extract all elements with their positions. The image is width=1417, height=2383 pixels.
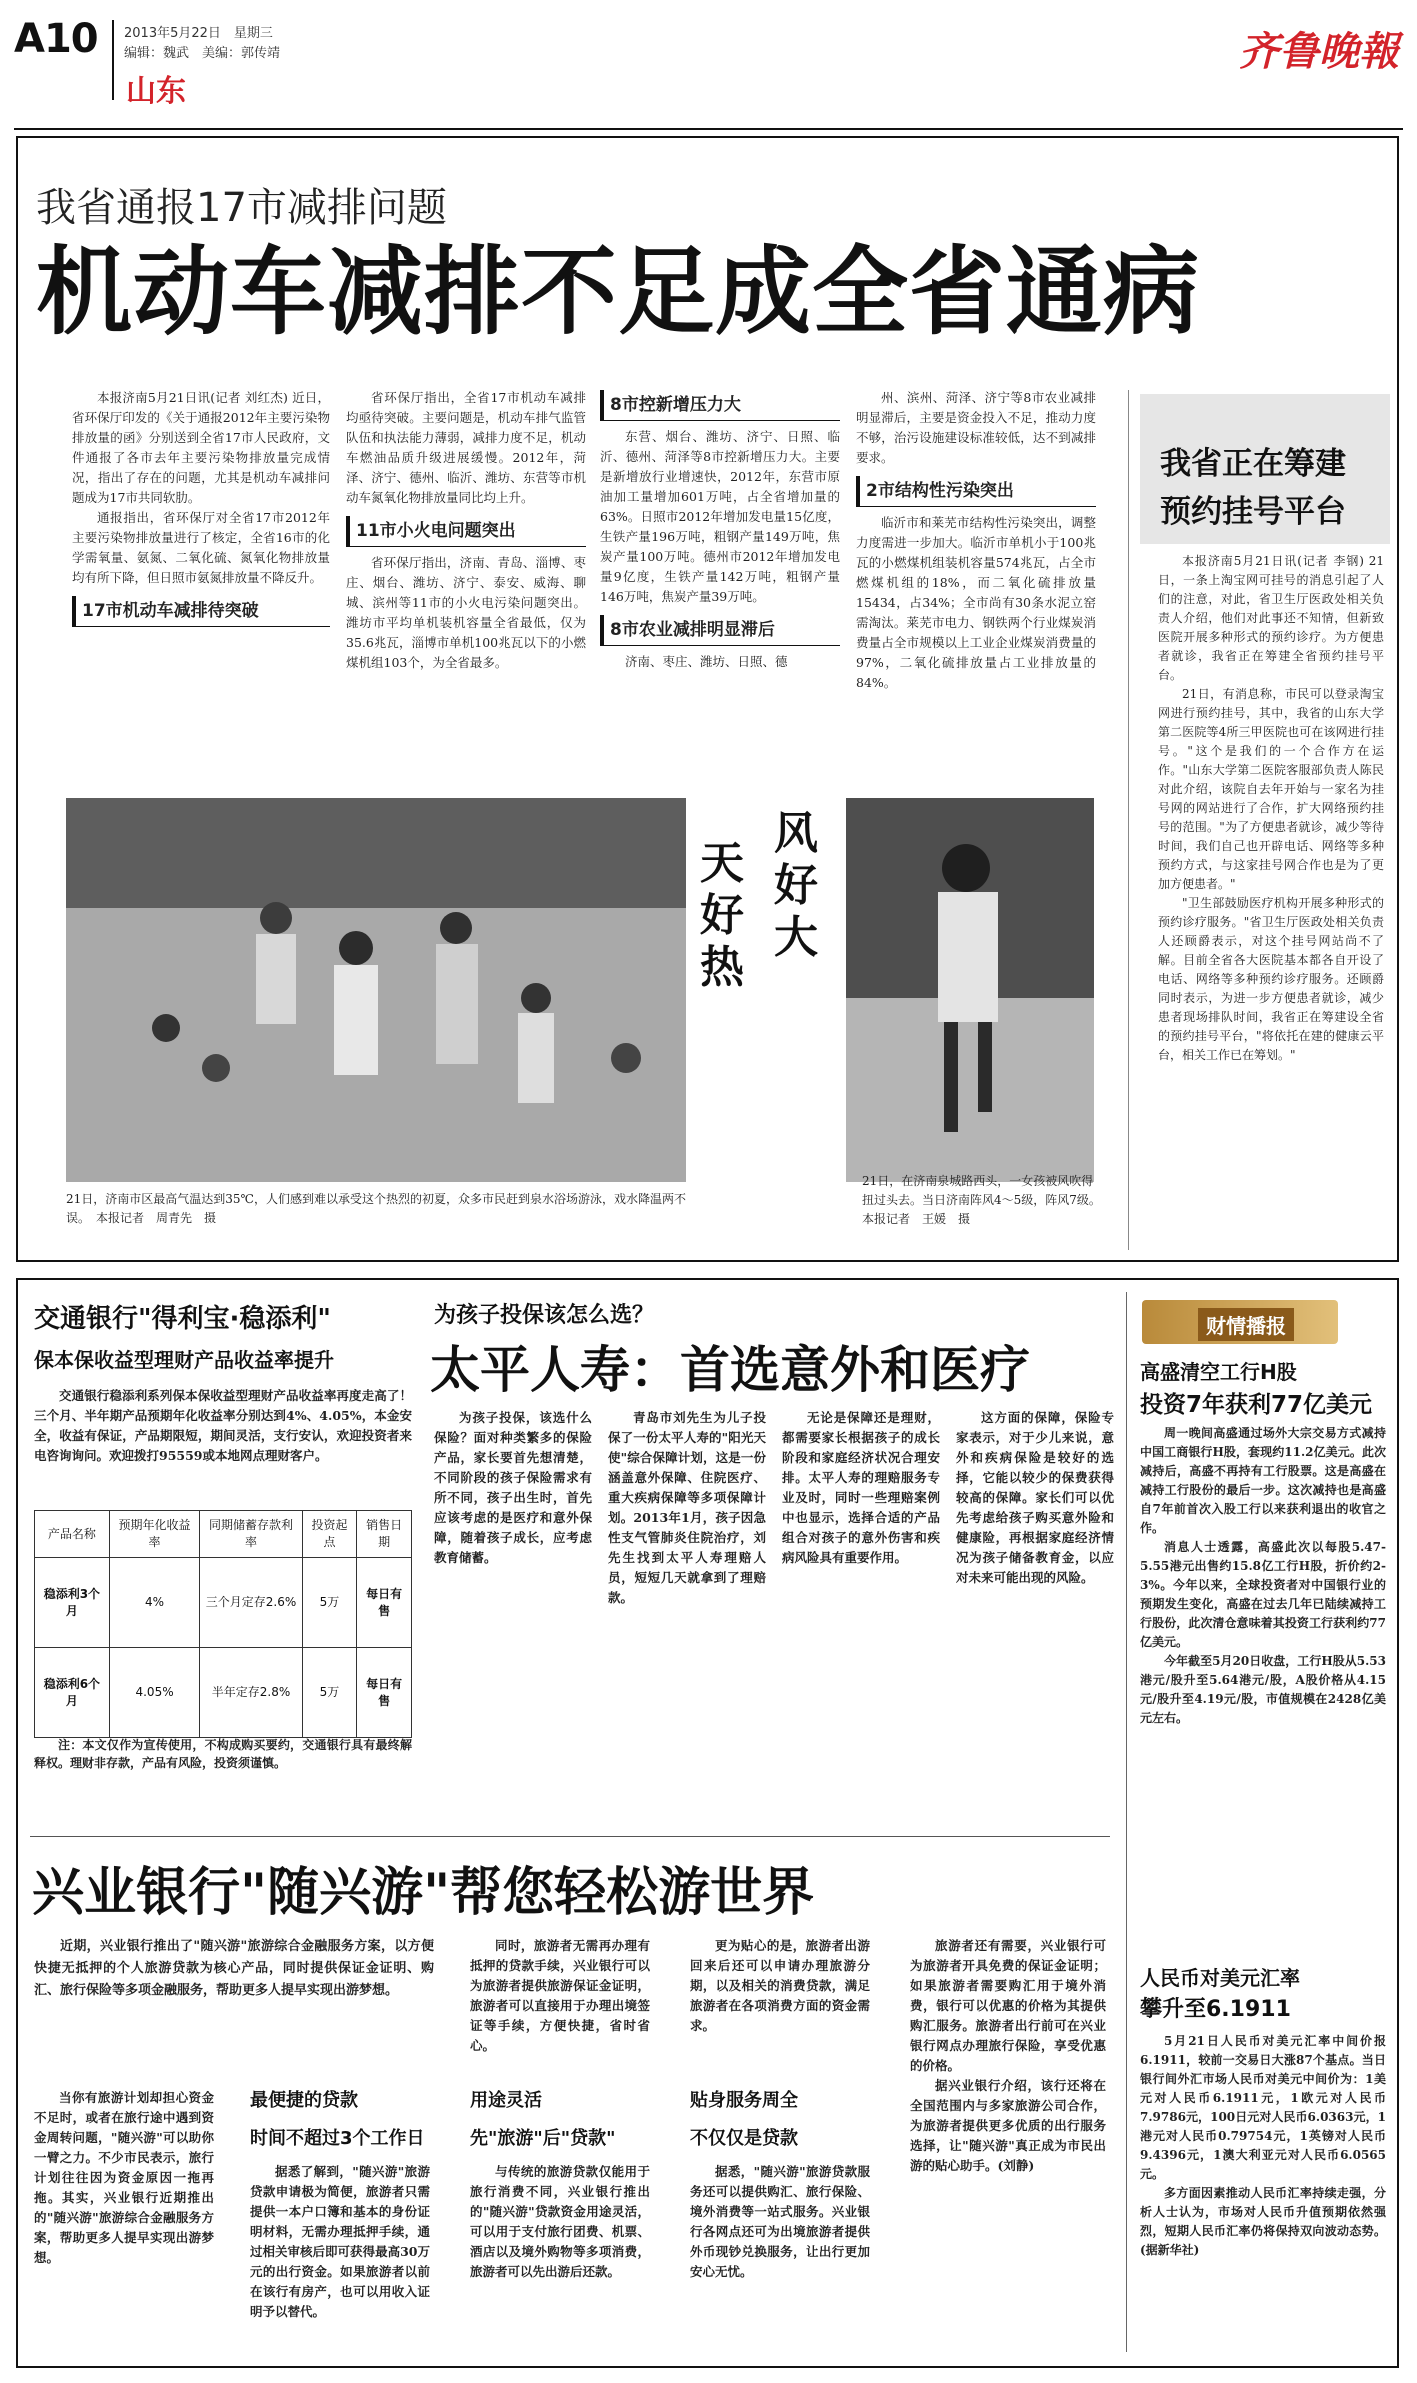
taiping-headline: 太平人寿：首选意外和医疗 (430, 1341, 1030, 1399)
feature-headline: 机动车减排不足成全省通病 (36, 236, 1200, 348)
finance-tag-label: 财情播报 (1198, 1308, 1294, 1341)
swimming-scene-image (66, 798, 686, 1182)
cib-subhead-a2: 时间不超过3个工作日 (250, 2128, 425, 2149)
cib-headline: 兴业银行"随兴游"帮您轻松游世界 (32, 1863, 815, 1923)
finance-heading-4: 攀升至6.1911 (1140, 1997, 1291, 2022)
finance-divider (1126, 1292, 1127, 2352)
finance-paragraph: 周一晚间高盛通过场外大宗交易方式减持中国工商银行H股，套现约11.2亿美元。此次减持后，高盛不再持有工行股票。这是高盛在减持工行股份的最后一步。这次减持也是高盛自7年前首次入股工行以来获利退出的收官之作。 (1140, 1426, 1386, 1535)
bocom-intro (34, 1386, 412, 1466)
finance-paragraph: 今年截至5月20日收盘，工行H股从5.53港元/股升至5.64港元/股，A股价格从4.15元/股升至4.19元/股，市值规模在2428亿美元左右。 (1140, 1654, 1386, 1725)
feature-subhead-growth: 8市控新增压力大 (600, 390, 840, 421)
feature-paragraph: 本报济南5月21日讯(记者 刘红杰) 近日，省环保厅印发的《关于通报2012年主要污染物排放量的函》分别送到全省17市人民政府，文件通报了各市去年主要污染物排放量完成情况，指出了存在的问题，尤其是机动车减排问题成为17市共同软肋。 (72, 390, 330, 505)
sidebar-divider (1128, 390, 1129, 1250)
cib-column-1 (34, 2088, 214, 2268)
table-header-row (35, 1511, 412, 1558)
table-cell: 稳添利3个月 (35, 1558, 110, 1648)
table-cell: 半年定存2.8% (200, 1648, 302, 1738)
taiping-column-2 (608, 1408, 766, 1608)
photo-swimming (66, 798, 686, 1182)
cib-subhead-b1: 用途灵活 (470, 2090, 542, 2111)
table-cell: 每日有售 (357, 1558, 412, 1648)
photo-windy (846, 798, 1094, 1182)
feature-column-3 (600, 388, 840, 672)
feature-paragraph: 济南、枣庄、潍坊、日照、德 (625, 654, 788, 669)
table-header-cell: 销售日期 (357, 1511, 412, 1558)
table-cell: 5万 (302, 1558, 357, 1648)
finance-heading-3: 人民币对美元汇率 (1140, 1966, 1300, 1990)
table-header-cell: 同期储蓄存款利率 (200, 1511, 302, 1558)
cib-subhead-c2: 不仅仅是贷款 (690, 2128, 798, 2149)
bocom-intro-text: 交通银行稳添利系列保本保收益型理财产品收益率再度走高了！三个月、半年期产品预期年化收益率分别达到4%、4.05%，本金安全，收益有保证，产品期限短，期间灵活，支行安认，欢迎投资者来电咨询询问。欢迎拨打95559或本地网点理财客户。 (34, 1388, 412, 1463)
date-line: 2013年5月22日 星期三 (124, 26, 273, 41)
taiping-paragraph: 青岛市刘先生为儿子投保了一份太平人寿的"阳光天使"综合保障计划，这是一份涵盖意外保障、住院医疗、重大疾病保障等多项保障计划。2013年1月，孩子因急性支气管肺炎住院治疗，刘先生找到太平人寿理赔人员，短短几天就拿到了理赔款。 (608, 1410, 766, 1605)
windy-scene-image (846, 798, 1094, 1182)
cib-paragraph: 据兴业银行介绍，该行还将在全国范围内与多家旅游公司合作，为旅游者提供更多优质的出行服务选择，让"随兴游"真正成为市民出游的贴心助手。(刘静) (910, 2078, 1106, 2173)
table-row (35, 1558, 412, 1648)
finance-heading-1: 高盛清空工行H股 (1140, 1360, 1297, 1384)
bocom-product-table (34, 1510, 412, 1738)
sidebar-title-line-2: 预约挂号平台 (1160, 494, 1346, 530)
taiping-paragraph: 这方面的保障，保险专家表示，对于少儿来说，意外和疾病保险是较好的选择，它能以较少的保费获得较高的保障。家长们可以优先考虑给孩子购买意外险和健康险，再根据家庭经济情况为孩子储备教育金，以应对未来可能出现的风险。 (956, 1410, 1114, 1585)
cib-subhead-c1: 贴身服务周全 (690, 2090, 798, 2111)
feature-paragraph: 省环保厅指出，济南、青岛、淄博、枣庄、烟台、潍坊、济宁、泰安、威海、聊城、滨州等11市的小火电污染问题突出。潍坊市平均单机装机容量全省最低，仅为35.6兆瓦，淄博市单机100兆瓦以下的小燃煤机组103个，为全省最多。 (346, 555, 586, 670)
bocom-note-text: 注：本文仅作为宣传使用，不构成购买要约，交通银行具有最终解释权。理财非存款，产品有风险，投资须谨慎。 (34, 1738, 412, 1770)
header-bottom-rule (14, 128, 1403, 130)
photo-title-hot: 天好热 (700, 838, 744, 993)
feature-subhead-vehicle: 17市机动车减排待突破 (72, 596, 330, 627)
table-header-cell: 投资起点 (302, 1511, 357, 1558)
cib-subhead-a1: 最便捷的贷款 (250, 2090, 358, 2111)
table-cell: 4% (109, 1558, 200, 1648)
taiping-column-1 (434, 1408, 592, 1568)
cib-paragraph: 当你有旅游计划却担心资金不足时，或者在旅行途中遇到资金周转问题，"随兴游"可以助你一臂之力。不少市民表示，旅行计划往往因为资金原因一拖再拖。其实，兴业银行近期推出的"随兴游"旅游综合金融服务方案，帮助更多人提早实现出游梦想。 (34, 2090, 214, 2265)
table-cell: 三个月定存2.6% (200, 1558, 302, 1648)
finance-paragraph: 多方面因素推动人民币汇率持续走强，分析人士认为，市场对人民币升值预期依然强烈，短期人民币汇率仍将保持双向波动态势。(据新华社) (1140, 2186, 1386, 2257)
cib-column-4 (690, 2162, 870, 2282)
cib-intro-text: 近期，兴业银行推出了"随兴游"旅游综合金融服务方案，以方便快捷无抵押的个人旅游贷款为核心产品，同时提供保证金证明、购汇、旅行保险等多项金融服务，帮助更多人提早实现出游梦想。 (34, 1939, 434, 1998)
cib-column-3-top (470, 1936, 650, 2056)
bocom-note (34, 1736, 412, 1772)
taiping-column-4 (956, 1408, 1114, 1588)
feature-subhead-agriculture: 8市农业减排明显滞后 (600, 615, 840, 646)
bocom-subtitle: 保本保收益型理财产品收益率提升 (34, 1348, 334, 1372)
sidebar-title-line-1: 我省正在筹建 (1160, 446, 1346, 482)
feature-paragraph: 通报指出，省环保厅对全省17市2012年主要污染物排放量进行了核定，全省16市的化学需氧量、氨氮、二氧化硫、氮氧化物排放量均有所下降，但日照市氨氮排放量不降反升。 (72, 510, 330, 585)
feature-kicker: 我省通报17市减排问题 (36, 185, 447, 231)
taiping-paragraph: 为孩子投保，该选什么保险？面对种类繁多的保险产品，家长要首先想清楚，不同阶段的孩子保险需求有所不同，孩子出生时，首先应该考虑的是医疗和意外保障，随着孩子成长，应考虑教育储蓄。 (434, 1410, 592, 1565)
page-number: A10 (14, 16, 98, 62)
feature-column-4 (856, 388, 1096, 693)
sidebar-body (1158, 552, 1384, 1065)
photo-windy-caption: 21日，在济南泉城路西头，一女孩被风吹得扭过头去。当日济南阵风4～5级，阵风7级。 本报记者 王媛 摄 (862, 1174, 1107, 1226)
table-cell: 每日有售 (357, 1648, 412, 1738)
cib-column-3 (470, 2162, 650, 2282)
cib-intro (34, 1936, 434, 2002)
newspaper-logo: 齐鲁晚報 (1239, 28, 1399, 75)
table-row (35, 1648, 412, 1738)
cib-paragraph: 同时，旅游者无需再办理有抵押的贷款手续，兴业银行可以为旅游者提供旅游保证金证明，旅游者可以直接用于办理出境签证等手续，方便快捷，省时省心。 (470, 1938, 650, 2053)
photo-title-windy: 风好大 (774, 808, 818, 963)
cib-column-2 (250, 2162, 430, 2322)
cib-paragraph: 更为贴心的是，旅游者出游回来后还可以申请办理旅游分期，以及相关的消费贷款，满足旅游者在各项消费方面的资金需求。 (690, 1938, 870, 2033)
finance-paragraph: 消息人士透露，高盛此次以每股5.47-5.55港元出售约15.8亿工行H股，折价约2-3%。今年以来，全球投资者对中国银行业的预期发生变化，高盛在过去几年已陆续减持工行股份，此次清仓意味着其投资工行获利约77亿美元。 (1140, 1540, 1386, 1649)
sidebar-paragraph: 21日，有消息称，市民可以登录淘宝网进行预约挂号，其中，我省的山东大学第二医院等4所三甲医院也可在该网进行挂号。"这个是我们的一个合作方在运作。"山东大学第二医院客服部负责人陈民对此介绍，该院自去年开始与一家名为挂号网的网站进行了合作，扩大网络预约挂号的范围。"为了方便患者就诊，减少等待时间，我们自己也开辟电话、网络等多种预约方式，与这家挂号网合作也是为了更加方便患者。" (1158, 687, 1384, 891)
feature-paragraph: 省环保厅指出，全省17市机动车减排均亟待突破。主要问题是，机动车排气监管队伍和执法能力薄弱，减排力度不足，机动车燃油品质升级进展缓慢。2012年，菏泽、济宁、德州、临沂、潍坊、东营等市机动车氮氧化物排放量同比均上升。 (346, 390, 586, 505)
finance-tag (1142, 1300, 1338, 1344)
taiping-paragraph: 无论是保障还是理财，都需要家长根据孩子的成长阶段和家庭经济状况合理安排。太平人寿的理赔服务专业及时，同时一些理赔案例中也显示，选择合适的产品组合对孩子的意外伤害和疾病风险具有重要作用。 (782, 1410, 940, 1565)
cib-paragraph: 据悉了解到，"随兴游"旅游贷款申请极为简便，旅游者只需提供一本户口簿和基本的身份证明材料，无需办理抵押手续，通过相关审核后即可获得最高30万元的出行资金。如果旅游者以前在该行有房产，也可以用收入证明予以替代。 (250, 2164, 430, 2319)
finance-paragraph: 5月21日人民币对美元汇率中间价报6.1911，较前一交易日大涨87个基点。当日银行间外汇市场人民币对美元中间价为：1美元对人民币6.1911元，1欧元对人民币7.9786元，100日元对人民币6.0363元，1港元对人民币0.79754元，1英镑对人民币9.4396元，1澳大利亚元对人民币6.0565元。 (1140, 2034, 1386, 2181)
taiping-column-3 (782, 1408, 940, 1568)
cib-column-5 (910, 1936, 1106, 2176)
sidebar-paragraph: 本报济南5月21日讯(记者 李钢) 21日，一条上淘宝网可挂号的消息引起了人们的注意，对此，省卫生厅医政处相关负责人介绍，他们对此事还不知情，但新致医院开展多种形式的预约诊疗。为方便患者就诊，我省正在筹建全省预约挂号平台。 (1158, 554, 1384, 682)
feature-subhead-structure: 2市结构性污染突出 (856, 476, 1096, 507)
cib-column-4-top (690, 1936, 870, 2036)
feature-paragraph: 州、滨州、菏泽、济宁等8市农业减排明显滞后，主要是资金投入不足，推动力度不够，治污设施建设标准较低，达不到减排要求。 (856, 390, 1096, 465)
table-header-cell: 产品名称 (35, 1511, 110, 1558)
cib-subhead-b2: 先"旅游"后"贷款" (470, 2128, 616, 2149)
photo-swimming-caption: 21日，济南市区最高气温达到35℃，人们感到难以承受这个热烈的初夏，众多市民赶到泉水浴场游泳，戏水降温两不误。 本报记者 周青先 摄 (66, 1192, 686, 1225)
feature-paragraph: 临沂市和莱芜市结构性污染突出，调整力度需进一步加大。临沂市单机小于100兆瓦的小燃煤机组装机容量574兆瓦，占全市燃煤机组的18%，而二氧化硫排放量15434，占34%；全市尚有30条水泥立窑需淘汰。莱芜市电力、钢铁两个行业煤炭消费量占全市规模以上工业企业煤炭消费量的97%，二氧化硫排放量占工业排放量的84%。 (856, 515, 1096, 690)
header-divider (112, 20, 114, 100)
editor-line: 编辑：魏武 美编：郭传靖 (124, 46, 281, 61)
feature-subhead-power: 11市小火电问题突出 (346, 516, 586, 547)
table-header-cell: 预期年化收益率 (109, 1511, 200, 1558)
section-title: 山东 (126, 74, 186, 109)
bocom-title: 交通银行"得利宝·稳添利" (34, 1304, 331, 1334)
taiping-kicker: 为孩子投保该怎么选？ (434, 1303, 655, 1328)
table-cell: 稳添利6个月 (35, 1648, 110, 1738)
cib-paragraph: 旅游者还有需要，兴业银行可为旅游者开具免费的保证金证明；如果旅游者需要购汇用于境外消费，银行可以优惠的价格为其提供购汇服务。旅游者出行前可在兴业银行网点办理旅行保险，享受优惠的价格。 (910, 1938, 1106, 2073)
cib-paragraph: 与传统的旅游贷款仅能用于旅行消费不同，兴业银行推出的"随兴游"贷款资金用途灵活，可以用于支付旅行团费、机票、酒店以及境外购物等多项消费，旅游者可以先出游后还款。 (470, 2164, 650, 2279)
feature-paragraph: 东营、烟台、潍坊、济宁、日照、临沂、德州、菏泽等8市控新增压力大。主要是新增放行业增速快，2012年，东营市原油加工量增加601万吨，占全省增加量的63%。日照市2012年增加发电量15亿度，生铁产量196万吨，粗钢产量149万吨，焦炭产量100万吨。德州市2012年增加发电量9亿度，生铁产量142万吨，粗钢产量146万吨，焦炭产量39万吨。 (600, 429, 840, 604)
cib-paragraph: 据悉，"随兴游"旅游贷款服务还可以提供购汇、旅行保险、境外消费等一站式服务。兴业银行各网点还可为出境旅游者提供外币现钞兑换服务，让出行更加安心无忧。 (690, 2164, 870, 2279)
finance-body-1 (1140, 1424, 1386, 1728)
finance-body-2 (1140, 2032, 1386, 2260)
feature-column-1 (72, 388, 330, 633)
finance-heading-2: 投资7年获利77亿美元 (1140, 1392, 1373, 1418)
table-cell: 4.05% (109, 1648, 200, 1738)
table-cell: 5万 (302, 1648, 357, 1738)
sidebar-paragraph: "卫生部鼓励医疗机构开展多种形式的预约诊疗服务。"省卫生厅医政处相关负责人还顾爵表示，对这个挂号网站尚不了解。目前全省各大医院基本都各自开设了电话、网络等多种预约诊疗服务。还顾爵同时表示，为进一步方便患者就诊，减少患者现场排队时间，我省正在筹建设全省的预约挂号平台，"将依托在建的健康云平台，相关工作已在筹划。" (1158, 896, 1384, 1062)
feature-column-2 (346, 388, 586, 673)
cib-top-rule (30, 1836, 1110, 1837)
